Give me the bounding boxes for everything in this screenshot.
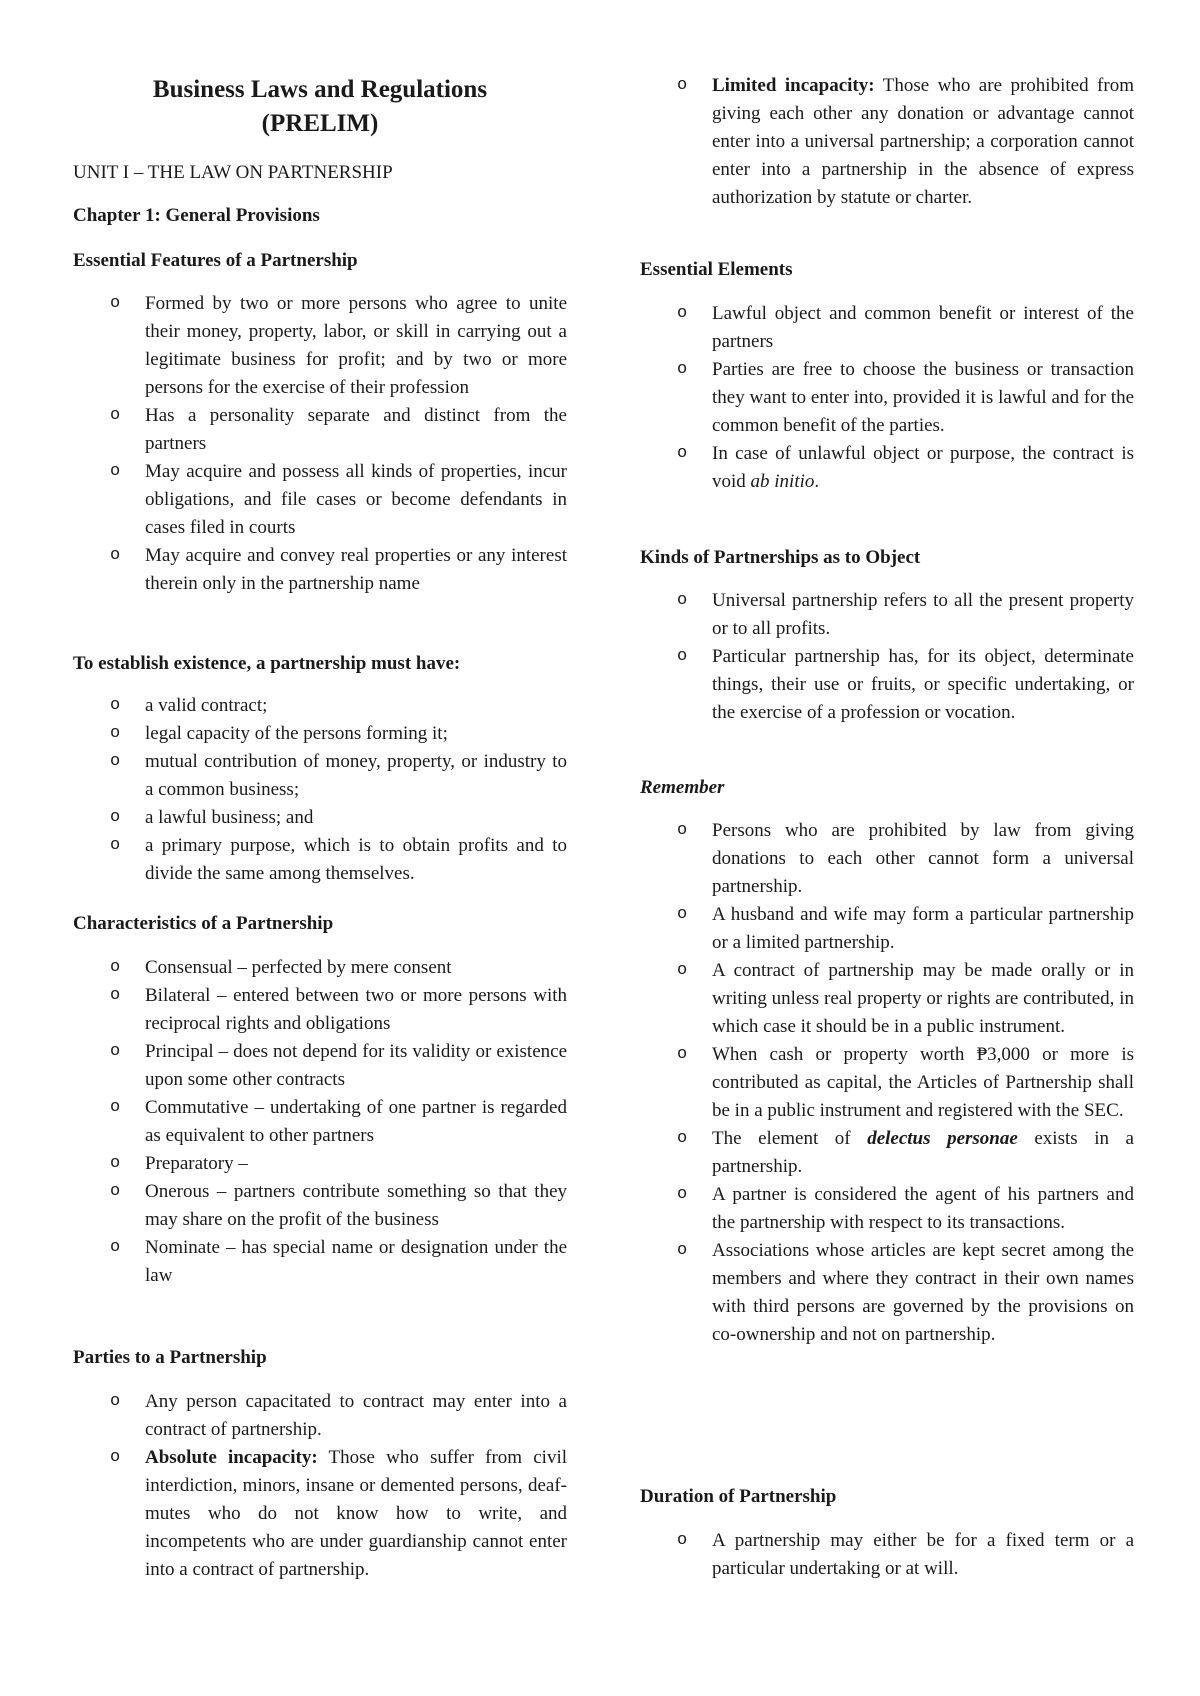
list-item xyxy=(640,72,1134,212)
absolute-incapacity-text: Those who suffer from civil interdiction, minors, insane or demented persons, deaf-mutes who do not know how to write, and incompetents who are under guardianship cannot enter into a contract of partnership. xyxy=(145,1447,567,1580)
list-item: o a lawful business; and xyxy=(73,804,567,832)
list-item: o Any person capacitated to contract may enter into a contract of partnership. xyxy=(73,1388,567,1444)
list-item: o May acquire and convey real properties or any interest therein only in the partnership name xyxy=(73,542,567,598)
existence-list xyxy=(73,692,567,888)
kinds-list xyxy=(640,587,1134,727)
chapter-heading: Chapter 1: General Provisions xyxy=(73,205,320,226)
characteristics-list xyxy=(73,954,567,1290)
title-line-2: (PRELIM) xyxy=(261,110,379,137)
list-item: o a valid contract; xyxy=(73,692,567,720)
duration-list xyxy=(640,1527,1134,1583)
remember-list xyxy=(640,817,1134,1349)
list-item: o Lawful object and common benefit or interest of the partners xyxy=(640,300,1134,356)
limited-incapacity-list xyxy=(640,72,1134,212)
list-item: o legal capacity of the persons forming it; xyxy=(73,720,567,748)
essential-elements-list xyxy=(640,300,1134,496)
list-item: o Consensual – perfected by mere consent xyxy=(73,954,567,982)
essential-elements-heading: Essential Elements xyxy=(640,259,793,280)
parties-list xyxy=(73,1388,567,1584)
unit-heading: UNIT I – THE LAW ON PARTNERSHIP xyxy=(73,162,393,183)
limited-incapacity-text: Those who are prohibited from giving each other any donation or advantage cannot enter into a universal partnership; a corporation cannot enter into a partnership in the absence of express authorization by statute or charter. xyxy=(712,75,1134,208)
essential-features-list xyxy=(73,290,567,598)
ab-initio-term: ab initio xyxy=(750,471,815,492)
list-item: o Principal – does not depend for its validity or existence upon some other contracts xyxy=(73,1038,567,1094)
list-item: o A contract of partnership may be made orally or in writing unless real property or rights are contributed, in which case it should be in a public instrument. xyxy=(640,957,1134,1041)
list-item: o In case of unlawful object or purpose, the contract is void ab initio. xyxy=(640,440,1134,496)
absolute-incapacity-label: Absolute incapacity: xyxy=(145,1447,318,1468)
list-item: o Associations whose articles are kept secret among the members and where they contract in their own names with third persons are governed by the provisions on co-ownership and not on partnership. xyxy=(640,1237,1134,1349)
list-item: o Bilateral – entered between two or more persons with reciprocal rights and obligations xyxy=(73,982,567,1038)
list-item: o When cash or property worth ₱3,000 or more is contributed as capital, the Articles of Partnership shall be in a public instrument and registered with the SEC. xyxy=(640,1041,1134,1125)
list-item: o Onerous – partners contribute something so that they may share on the profit of the business xyxy=(73,1178,567,1234)
list-item xyxy=(73,1444,567,1584)
essential-features-heading: Essential Features of a Partnership xyxy=(73,250,358,271)
list-item: o Parties are free to choose the business or transaction they want to enter into, provided it is lawful and for the common benefit of the parties. xyxy=(640,356,1134,440)
existence-heading: To establish existence, a partnership must have: xyxy=(73,653,461,674)
list-item: o Particular partnership has, for its object, determinate things, their use or fruits, or specific undertaking, or the exercise of a profession or vocation. xyxy=(640,643,1134,727)
list-item: o May acquire and possess all kinds of properties, incur obligations, and file cases or become defendants in cases filed in courts xyxy=(73,458,567,542)
limited-incapacity-label: Limited incapacity: xyxy=(712,75,875,96)
list-item: o Preparatory – xyxy=(73,1150,567,1178)
delectus-personae-term: delectus personae xyxy=(867,1128,1018,1149)
list-item: o Formed by two or more persons who agree to unite their money, property, labor, or skill in carrying out a legitimate business for profit; and by two or more persons for the exercise of their profession xyxy=(73,290,567,402)
list-item: o mutual contribution of money, property, or industry to a common business; xyxy=(73,748,567,804)
kinds-heading: Kinds of Partnerships as to Object xyxy=(640,547,921,568)
list-item: o Persons who are prohibited by law from giving donations to each other cannot form a universal partnership. xyxy=(640,817,1134,901)
list-item: o a primary purpose, which is to obtain profits and to divide the same among themselves. xyxy=(73,832,567,888)
list-item: o Nominate – has special name or designation under the law xyxy=(73,1234,567,1290)
document-title xyxy=(73,73,567,141)
list-item: o Universal partnership refers to all the present property or to all profits. xyxy=(640,587,1134,643)
list-item: o Commutative – undertaking of one partner is regarded as equivalent to other partners xyxy=(73,1094,567,1150)
remember-heading: Remember xyxy=(640,777,725,798)
list-item: o The element of delectus personae exists in a partnership. xyxy=(640,1125,1134,1181)
list-item: o A husband and wife may form a particular partnership or a limited partnership. xyxy=(640,901,1134,957)
duration-heading: Duration of Partnership xyxy=(640,1486,837,1507)
list-item: o A partnership may either be for a fixed term or a particular undertaking or at will. xyxy=(640,1527,1134,1583)
list-item: o A partner is considered the agent of his partners and the partnership with respect to its transactions. xyxy=(640,1181,1134,1237)
list-item: o Has a personality separate and distinct from the partners xyxy=(73,402,567,458)
characteristics-heading: Characteristics of a Partnership xyxy=(73,913,334,934)
title-line-1: Business Laws and Regulations xyxy=(152,76,488,103)
parties-heading: Parties to a Partnership xyxy=(73,1347,267,1368)
